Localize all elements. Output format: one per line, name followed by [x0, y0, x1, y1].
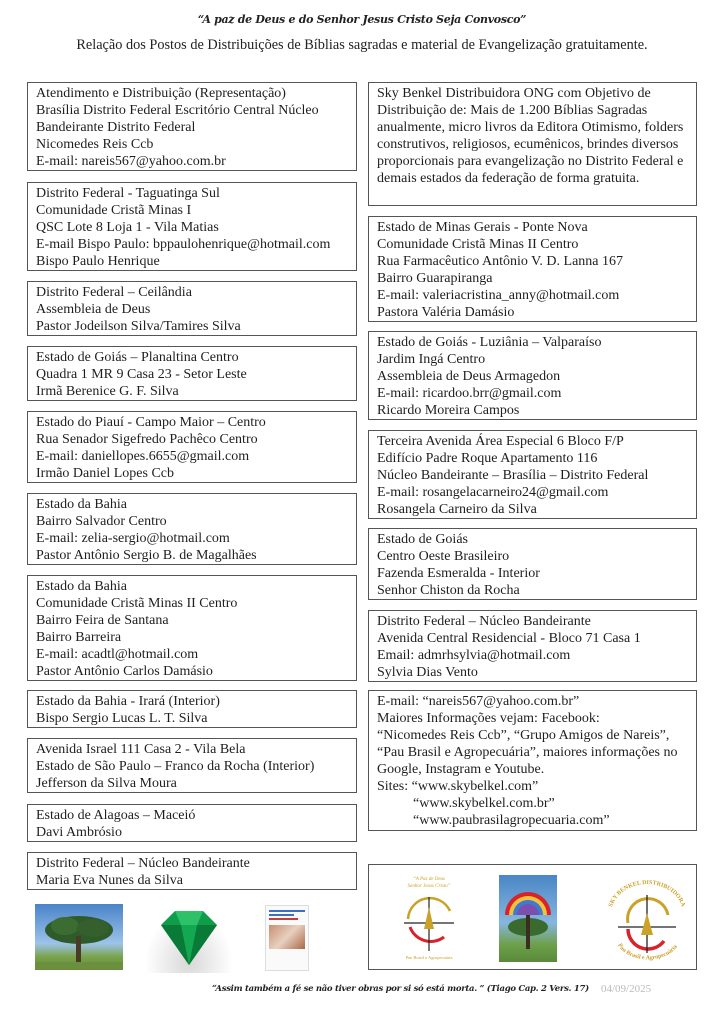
email-link[interactable]: E-mail: zelia-sergio@hotmail.com: [36, 531, 230, 546]
right-box-5: [368, 528, 697, 600]
right-box-4: [368, 430, 697, 519]
box-line: Distrito Federal – Núcleo Bandeirante: [36, 856, 250, 871]
site-link[interactable]: Sites: “www.skybelkel.com”: [377, 779, 539, 794]
rainbow-tree-icon: [499, 875, 557, 962]
left-box-8: [27, 690, 357, 728]
box-line: Estado de Minas Gerais - Ponte Nova: [377, 220, 588, 235]
box-line: Terceira Avenida Área Especial 6 Bloco F/P: [377, 434, 624, 449]
flyer-hands-photo: [269, 925, 305, 949]
box-line: Pastora Valéria Damásio: [377, 305, 515, 320]
box-line: Google, Instagram e Youtube.: [377, 762, 545, 777]
left-box-5: [27, 411, 357, 483]
flyer-thumbnail: [265, 905, 309, 971]
box-line: QSC Lote 8 Loja 1 - Vila Matias: [36, 220, 219, 235]
left-box-2: [27, 182, 357, 271]
left-box-11: [27, 852, 357, 890]
box-line: Estado de Goiás - Luziânia – Valparaíso: [377, 335, 602, 350]
left-box-6: [27, 493, 357, 565]
email-link[interactable]: Email: admrhsylvia@hotmail.com: [377, 648, 571, 663]
box-line: Pastor Jodeilson Silva/Tamires Silva: [36, 319, 241, 334]
box-line: Davi Ambrósio: [36, 825, 122, 840]
email-link[interactable]: E-mail: ricardoo.brr@gmail.com: [377, 386, 562, 401]
left-box-7: [27, 575, 357, 681]
emerald-gem-image: [137, 903, 241, 973]
box-line: Estado da Bahia: [36, 579, 127, 594]
svg-text:Senhor Jesus Cristo”: Senhor Jesus Cristo”: [407, 884, 451, 889]
box-line: Bairro Barreira: [36, 630, 122, 645]
box-line: “Pau Brasil e Agropecuária”, maiores informações no: [377, 745, 678, 760]
box-line: Estado da Bahia - Irará (Interior): [36, 694, 220, 709]
email-link[interactable]: E-mail: rosangelacarneiro24@gmail.com: [377, 485, 609, 500]
box-line: Bairro Salvador Centro: [36, 514, 167, 529]
tree-icon: [35, 904, 123, 970]
flyer-text-line: [269, 910, 305, 912]
box-line: Ricardo Moreira Campos: [377, 403, 520, 418]
box-line: Comunidade Cristã Minas I: [36, 203, 192, 218]
right-box-3: [368, 331, 697, 420]
right-box-2: [368, 216, 697, 322]
tree-photo: [35, 904, 123, 970]
box-line: Assembleia de Deus: [36, 302, 151, 317]
svg-text:“A Paz de Deus: “A Paz de Deus: [413, 877, 445, 882]
box-line: Nicomedes Reis Ccb: [36, 137, 154, 152]
email-link[interactable]: E-mail: valeriacristina_anny@hotmail.com: [377, 288, 620, 303]
box-line: Distrito Federal – Ceilândia: [36, 285, 192, 300]
box-line: Jardim Ingá Centro: [377, 352, 486, 367]
svg-text:Pau Brasil e Agropecuária: Pau Brasil e Agropecuária: [405, 955, 453, 960]
box-line: Bairro Feira de Santana: [36, 613, 169, 628]
box-line: Bispo Paulo Henrique: [36, 254, 160, 269]
logos-box: [368, 864, 697, 970]
flyer-text-line: [269, 918, 298, 920]
svg-text:SKY BENKEL DISTRIBUIDORA: SKY BENKEL DISTRIBUIDORA: [608, 879, 686, 908]
left-box-9: [27, 738, 357, 793]
site-link[interactable]: “www.paubrasilagropecuaria.com”: [413, 813, 610, 828]
email-link[interactable]: E-mail: daniellopes.6655@gmail.com: [36, 449, 250, 464]
box-line: Quadra 1 MR 9 Casa 23 - Setor Leste: [36, 367, 247, 382]
box-line: Bandeirante Distrito Federal: [36, 120, 196, 135]
box-line: Distrito Federal - Taguatinga Sul: [36, 186, 220, 201]
footer-quote: “Assim também a fé se não tiver obras por si só está morta. ” (Tiago Cap. 2 Vers. 17): [212, 984, 589, 994]
box-line: Avenida Central Residencial - Bloco 71 Casa 1: [377, 631, 641, 646]
right-box-1: [368, 82, 697, 206]
compass-cross-logo-icon: [394, 871, 464, 963]
emerald-icon: [137, 903, 241, 973]
svg-text:Pau Brasil e Agropecuária: Pau Brasil e Agropecuária: [616, 942, 679, 962]
header-motto: “A paz de Deus e do Senhor Jesus Cristo Seja Convosco”: [197, 13, 527, 26]
box-line: Senhor Chiston da Rocha: [377, 583, 520, 598]
site-link[interactable]: “www.skybelkel.com.br”: [413, 796, 555, 811]
flyer-text-line: [269, 914, 294, 916]
left-box-4: [27, 346, 357, 401]
box-line: Distrito Federal – Núcleo Bandeirante: [377, 614, 591, 629]
box-line: Estado de Goiás – Planaltina Centro: [36, 350, 239, 365]
box-line: Maria Eva Nunes da Silva: [36, 873, 183, 888]
box-line: Pastor Antônio Sergio B. de Magalhães: [36, 548, 257, 563]
right-box-6: [368, 610, 697, 682]
box-line: Estado do Piauí - Campo Maior – Centro: [36, 415, 266, 430]
box-line: Brasília Distrito Federal Escritório Central Núcleo: [36, 103, 319, 118]
box-line: Bispo Sergio Lucas L. T. Silva: [36, 711, 208, 726]
ong-description: Sky Benkel Distribuidora ONG com Objetivo de Distribuição de: Mais de 1.200 Bíblias Sagradas anualmente, micro livros da Editora Otimismo, folders construtivos, religiosos, ecumênicos, brindes diversos proporcionais para evangelização no Distrito Federal e demais estados da federação de forma gratuita.: [377, 86, 684, 186]
box-line: Comunidade Cristã Minas II Centro: [36, 596, 238, 611]
box-line: Centro Oeste Brasileiro: [377, 549, 510, 564]
sky-benkel-logo-large: [604, 873, 690, 963]
box-line: Irmã Berenice G. F. Silva: [36, 384, 179, 399]
box-line: Edifício Padre Roque Apartamento 116: [377, 451, 598, 466]
box-line: Atendimento e Distribuição (Representação): [36, 86, 286, 101]
box-line: Comunidade Cristã Minas II Centro: [377, 237, 579, 252]
tree-poster-image: [499, 875, 557, 962]
footer-date: 04/09/2025: [601, 983, 652, 995]
page-subtitle: Relação dos Postos de Distribuições de Bíblias sagradas e material de Evangelização gratuitamente.: [76, 37, 648, 53]
box-line: Maiores Informações vejam: Facebook:: [377, 711, 600, 726]
box-line: Estado da Bahia: [36, 497, 127, 512]
box-line: Estado de São Paulo – Franco da Rocha (Interior): [36, 759, 315, 774]
box-line: Fazenda Esmeralda - Interior: [377, 566, 540, 581]
sky-benkel-logo-small: [394, 871, 464, 963]
box-line: Assembleia de Deus Armagedon: [377, 369, 561, 384]
left-box-10: [27, 804, 357, 842]
right-box-7: [368, 690, 697, 831]
box-line: Núcleo Bandeirante – Brasília – Distrito Federal: [377, 468, 649, 483]
email-link[interactable]: E-mail Bispo Paulo: bppaulohenrique@hotmail.com: [36, 237, 331, 252]
box-line: Jefferson da Silva Moura: [36, 776, 177, 791]
box-line: Pastor Antônio Carlos Damásio: [36, 664, 213, 679]
left-box-1: [27, 82, 357, 171]
box-line: Avenida Israel 111 Casa 2 - Vila Bela: [36, 742, 246, 757]
box-line: Estado de Goiás: [377, 532, 468, 547]
left-box-3: [27, 281, 357, 336]
box-line: Sylvia Dias Vento: [377, 665, 478, 680]
box-line: Rua Senador Sigefredo Pachêco Centro: [36, 432, 258, 447]
box-line: “Nicomedes Reis Ccb”, “Grupo Amigos de Nareis”,: [377, 728, 670, 743]
box-line: Irmão Daniel Lopes Ccb: [36, 466, 175, 481]
box-line: Estado de Alagoas – Maceió: [36, 808, 196, 823]
email-link[interactable]: E-mail: “nareis567@yahoo.com.br”: [377, 694, 580, 709]
email-link[interactable]: E-mail: acadtl@hotmail.com: [36, 647, 199, 662]
box-line: Rua Farmacêutico Antônio V. D. Lanna 167: [377, 254, 623, 269]
box-line: Rosangela Carneiro da Silva: [377, 502, 537, 517]
box-line: Bairro Guarapiranga: [377, 271, 493, 286]
email-link[interactable]: E-mail: nareis567@yahoo.com.br: [36, 154, 226, 169]
compass-cross-logo-icon: [604, 873, 690, 963]
